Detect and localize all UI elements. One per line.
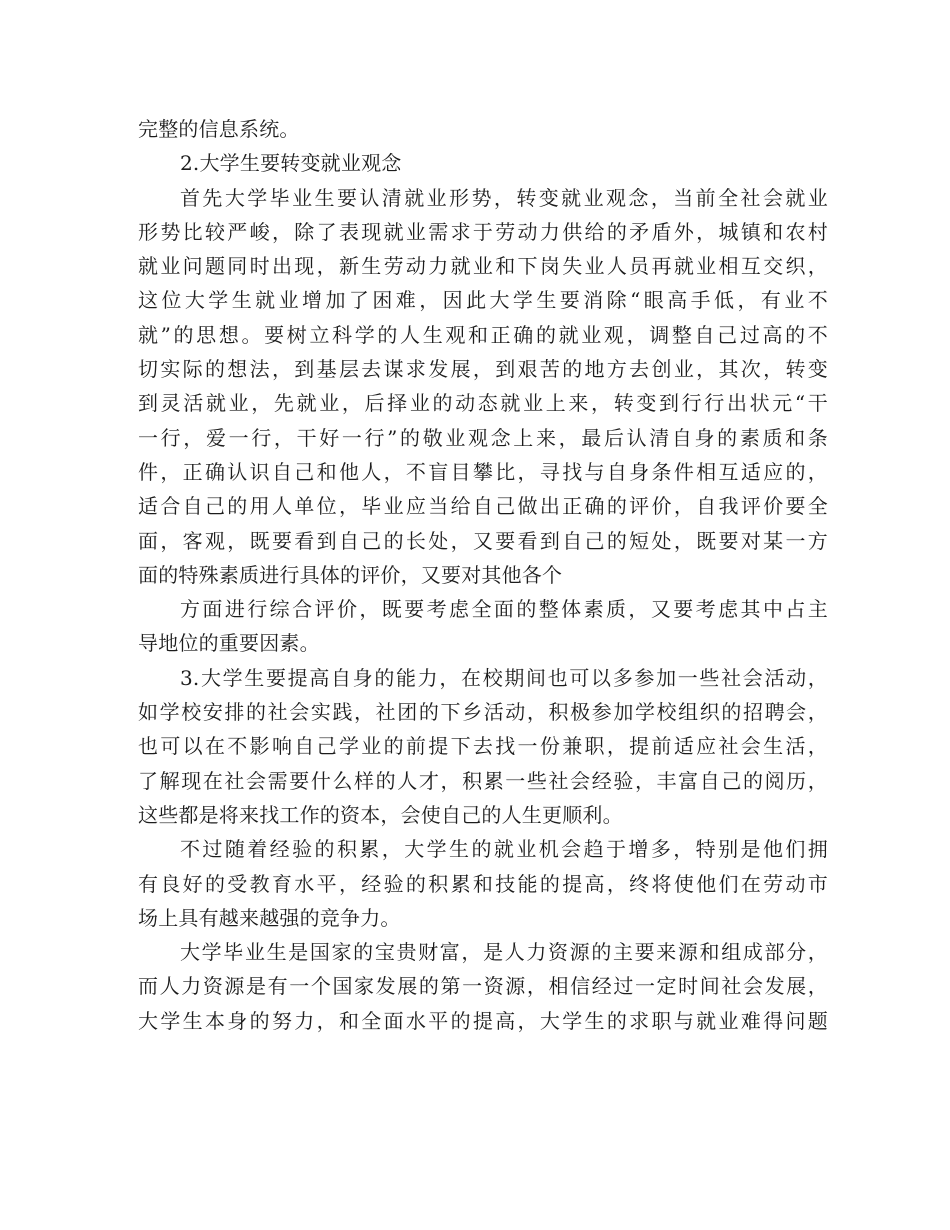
text-line: 一行，爱一行，干好一行”的敬业观念上来，最后认清自身的素质和条 [138,425,828,450]
text-line: 2.大学生要转变就业观念 [180,151,402,176]
text-line: 大学生本身的努力，和全面水平的提高，大学生的求职与就业难得问题 [138,1008,828,1033]
text-line: 场上具有越来越强的竞争力。 [138,905,401,930]
text-line: 了解现在社会需要什么样的人才，积累一些社会经验，丰富自己的阅历， [138,768,828,793]
text-line: 方面进行综合评价，既要考虑全面的整体素质，又要考虑其中占主 [180,597,828,622]
text-line: 适合自己的用人单位，毕业应当给自己做出正确的评价，自我评价要全 [138,494,828,519]
document-body [138,112,828,1038]
text-line: 而人力资源是有一个国家发展的第一资源，相信经过一定时间社会发展， [138,974,828,999]
text-line: 如学校安排的社会实践，社团的下乡活动，积极参加学校组织的招聘会， [138,700,828,725]
text-line: 就业问题同时出现，新生劳动力就业和下岗失业人员再就业相互交织， [138,254,828,279]
text-line: 首先大学毕业生要认清就业形势，转变就业观念，当前全社会就业 [180,185,828,210]
text-line: 3.大学生要提高自身的能力，在校期间也可以多参加一些社会活动， [180,665,828,690]
text-line: 面的特殊素质进行具体的评价，又要对其他各个 [138,562,563,587]
text-line: 完整的信息系统。 [138,117,300,141]
text-line: 也可以在不影响自己学业的前提下去找一份兼职，提前适应社会生活， [138,734,828,759]
text-line: 形势比较严峻，除了表现就业需求于劳动力供给的矛盾外，城镇和农村 [138,219,828,244]
text-line: 导地位的重要因素。 [138,631,320,656]
text-line: 这位大学生就业增加了困难，因此大学生要消除“眼高手低，有业不 [138,288,828,313]
text-line: 面，客观，既要看到自己的长处，又要看到自己的短处，既要对某一方 [138,528,828,553]
text-line: 有良好的受教育水平，经验的积累和技能的提高，终将使他们在劳动市 [138,871,828,896]
text-line: 切实际的想法，到基层去谋求发展，到艰苦的地方去创业，其次，转变 [138,357,828,382]
text-line: 到灵活就业，先就业，后择业的动态就业上来，转变到行行出状元“干 [138,391,828,416]
text-line: 大学毕业生是国家的宝贵财富，是人力资源的主要来源和组成部分， [180,940,828,965]
text-line: 件，正确认识自己和他人，不盲目攀比，寻找与自身条件相互适应的， [138,459,828,484]
text-line: 这些都是将来找工作的资本，会使自己的人生更顺利。 [138,802,623,827]
text-line: 不过随着经验的积累，大学生的就业机会趋于增多，特别是他们拥 [180,837,828,862]
text-line: 就”的思想。要树立科学的人生观和正确的就业观，调整自己过高的不 [138,322,828,347]
